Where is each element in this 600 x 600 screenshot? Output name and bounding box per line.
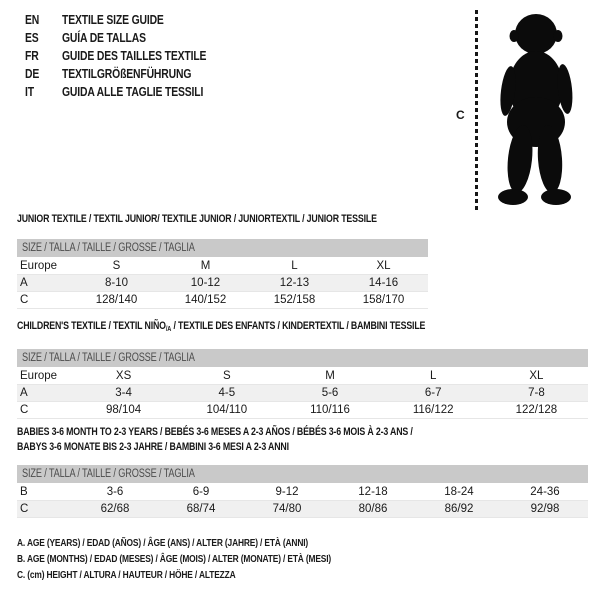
children-table-title [17, 320, 588, 336]
row-label: C [20, 404, 29, 416]
babies-table-title [17, 425, 588, 455]
junior-size-table [17, 239, 428, 309]
title-text [17, 320, 425, 336]
footnote-a [17, 535, 410, 551]
row-label: A [20, 277, 28, 289]
size-header-text: SIZE / TALLA / TAILLE / GRÖSSE / TAGLIA [22, 242, 195, 254]
table-cell: 3-4 [115, 387, 132, 399]
footnote-b-text: B. AGE (MONTHS) / EDAD (MESES) / ÂGE (MOIS) / ALTER (MONATE) / ETÀ (MESI) [17, 553, 332, 565]
language-code: DE [25, 66, 40, 81]
table-cell: L [430, 370, 437, 382]
table-row [17, 275, 428, 292]
table-cell: 152/158 [273, 294, 316, 306]
language-code: ES [25, 30, 39, 45]
table-cell: 5-6 [321, 387, 339, 399]
babies-size-table [17, 465, 588, 518]
row-label: Europe [20, 370, 58, 382]
table-cell: 92/98 [530, 503, 560, 515]
table-cell: M [325, 370, 335, 382]
language-code: FR [25, 48, 39, 63]
table-cell: L [291, 260, 298, 272]
size-header-bar [17, 349, 588, 367]
table-cell: S [222, 370, 231, 382]
title-part: / TEXTILE DES ENFANTS / KINDERTEXTIL / BAMBINI TESSILE [171, 320, 426, 332]
footnote-b [17, 551, 410, 567]
table-cell: S [112, 260, 121, 272]
table-row [17, 368, 588, 385]
table-cell: XS [115, 370, 132, 382]
baby-silhouette-icon [486, 8, 586, 210]
row-label: Europe [20, 260, 58, 272]
footnotes [17, 535, 410, 583]
table-cell: XL [529, 370, 544, 382]
height-measure-label: C [456, 108, 465, 122]
table-cell: 62/68 [100, 503, 130, 515]
table-cell: 3-6 [106, 486, 124, 498]
language-row-fr [25, 47, 242, 65]
page-title: GUÍA DE TALLAS [62, 30, 146, 45]
language-code: IT [25, 84, 34, 99]
row-label: C [20, 503, 29, 515]
table-cell: 68/74 [186, 503, 216, 515]
row-label: C [20, 294, 29, 306]
table-cell: 116/122 [412, 404, 454, 416]
table-row [17, 292, 428, 309]
table-cell: 86/92 [444, 503, 474, 515]
table-cell: 24-36 [530, 486, 560, 498]
babies-textile-section [17, 425, 588, 518]
children-table-rows [17, 368, 588, 419]
table-cell: 18-24 [444, 486, 474, 498]
footnote-c [17, 567, 410, 583]
table-cell: 10-12 [190, 277, 221, 289]
page-title: TEXTILE SIZE GUIDE [62, 12, 164, 27]
language-row-it [25, 83, 242, 101]
table-cell: XL [376, 260, 391, 272]
size-header-text: SIZE / TALLA / TAILLE / GRÖSSE / TAGLIA [22, 468, 195, 480]
table-cell: 9-12 [275, 486, 299, 498]
title-line-1: BABIES 3-6 MONTH TO 2-3 YEARS / BEBÉS 3-6 MESES A 2-3 AÑOS / BÉBÉS 3-6 MOIS À 2-3 ANS / [17, 426, 413, 438]
title-subscript: /A [165, 326, 172, 333]
junior-table-title [17, 213, 467, 226]
page-title: GUIDE DES TAILLES TEXTILE [62, 48, 207, 63]
size-header-bar [17, 239, 428, 257]
table-cell: 8-10 [104, 277, 129, 289]
children-textile-section [17, 320, 588, 419]
table-cell: 12-13 [279, 277, 310, 289]
table-cell: 74/80 [272, 503, 302, 515]
size-header-text: SIZE / TALLA / TAILLE / GRÖSSE / TAGLIA [22, 352, 195, 364]
table-row [17, 402, 588, 419]
height-dashed-line [475, 10, 478, 210]
language-row-es [25, 29, 242, 47]
table-row [17, 258, 428, 275]
children-size-table [17, 349, 588, 419]
language-title-list [25, 11, 242, 101]
title-text: JUNIOR TEXTILE / TEXTIL JUNIOR/ TEXTILE JUNIOR / JUNIORTEXTIL / JUNIOR TESSILE [17, 213, 377, 225]
footnote-a-text: A. AGE (YEARS) / EDAD (AÑOS) / ÂGE (ANS) / ALTER (JAHRE) / ETÀ (ANNI) [17, 537, 309, 549]
table-cell: 80/86 [358, 503, 388, 515]
title-line-2: BABYS 3-6 MONATE BIS 2-3 JAHRE / BAMBINI 3-6 MESI A 2-3 ANNI [17, 441, 289, 453]
babies-table-rows [17, 484, 588, 518]
table-row [17, 385, 588, 402]
page-title: GUIDA ALLE TAGLIE TESSILI [62, 84, 204, 99]
table-row [17, 484, 588, 501]
table-cell: 14-16 [368, 277, 399, 289]
table-row [17, 501, 588, 518]
table-cell: 98/104 [106, 404, 142, 416]
table-cell: 110/116 [310, 404, 350, 416]
row-label: A [20, 387, 28, 399]
table-cell: 6-9 [192, 486, 210, 498]
table-cell: 104/110 [206, 404, 248, 416]
title-part: CHILDREN'S TEXTILE / TEXTIL NIÑO [17, 320, 166, 332]
table-cell: 4-5 [218, 387, 236, 399]
table-cell: 140/152 [184, 294, 227, 306]
row-label: B [20, 486, 28, 498]
table-cell: 7-8 [528, 387, 545, 399]
table-cell: M [200, 260, 211, 272]
table-cell: 122/128 [515, 404, 558, 416]
footnote-c-text: C. (cm) HEIGHT / ALTURA / HAUTEUR / HÖHE / ALTEZZA [17, 569, 236, 581]
language-row-en [25, 11, 242, 29]
table-cell: 6-7 [424, 387, 442, 399]
page-title: TEXTILGRÖßENFÜHRUNG [62, 66, 192, 81]
junior-table-rows [17, 258, 428, 309]
junior-textile-section [17, 213, 467, 309]
table-cell: 12-18 [358, 486, 388, 498]
language-row-de [25, 65, 242, 83]
table-cell: 128/140 [95, 294, 138, 306]
table-cell: 158/170 [362, 294, 405, 306]
language-code: EN [25, 12, 40, 27]
size-header-bar [17, 465, 588, 483]
baby-figure [448, 8, 593, 214]
